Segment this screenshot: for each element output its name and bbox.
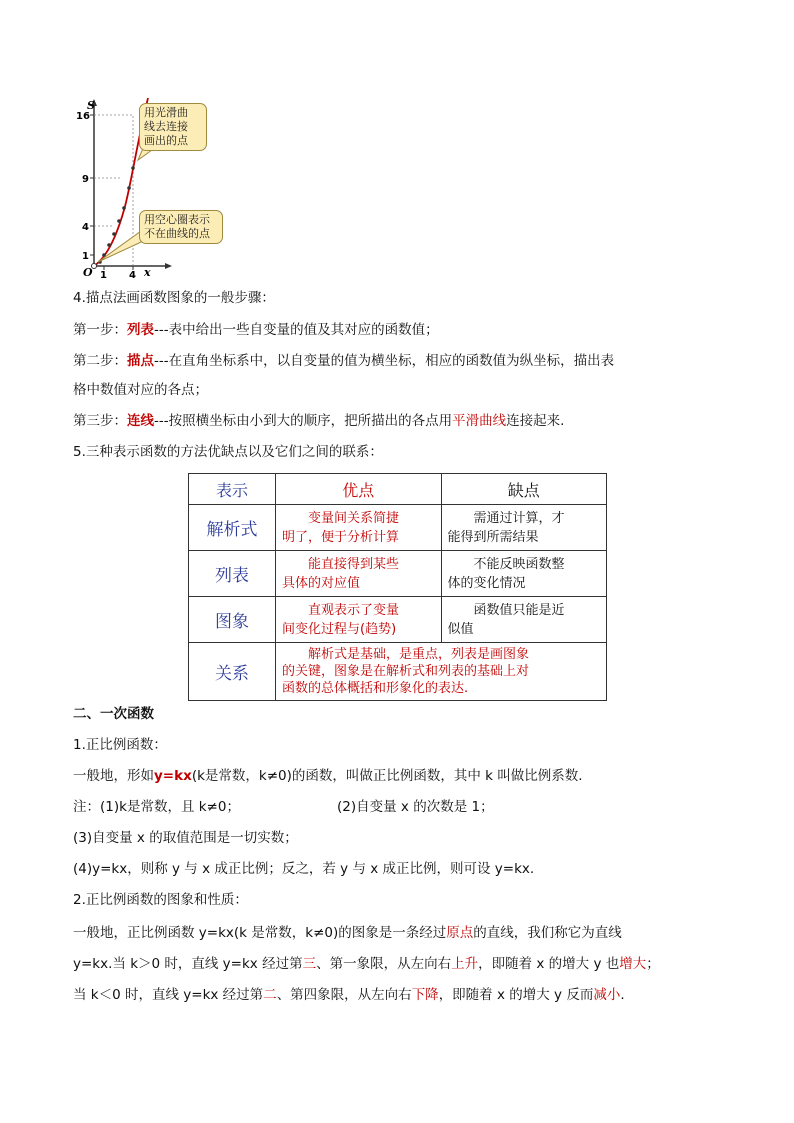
y-tick-label-9: 9 (82, 174, 89, 185)
y-tick-label-16: 16 (76, 111, 90, 122)
cell-line: 明了，便于分析计算 (282, 529, 400, 545)
keyword: 减小 (593, 987, 621, 1003)
table-row-relation (189, 643, 607, 701)
cell-line: 变量间关系简捷 (308, 510, 400, 526)
definition-line (73, 765, 583, 787)
property-line-2 (73, 953, 660, 975)
note-line-4: (4)y=kx，则称 y 与 x 成正比例；反之，若 y 与 x 成正比例，则可设 y=kx. (73, 861, 535, 877)
subsection-1-title: 1.正比例函数： (73, 737, 167, 753)
step-keyword: 列表 (127, 322, 154, 338)
keyword: 二 (263, 987, 277, 1003)
cell-line: 能得到所需结果 (447, 529, 539, 545)
callout-smooth-curve (139, 103, 207, 151)
keyword: 下降 (411, 987, 439, 1003)
row-label: 解析式 (189, 505, 276, 551)
x-axis-label: x (144, 266, 151, 279)
text: 的直线，我们称它为直线 (473, 925, 622, 941)
plot-point (131, 166, 135, 170)
table-header: 优点 (276, 474, 442, 505)
cell-line: 不能反映函数整 (473, 556, 565, 572)
section-5-title: 5.三种表示函数的方法优缺点以及它们之间的联系： (73, 444, 383, 460)
text: 一般地，正比例函数 y=kx(k 是常数，k≠0)的图象是一条经过 (73, 925, 447, 941)
formula-keyword: y=kx (154, 768, 192, 784)
cell-line: 间变化过程与(趋势) (282, 621, 397, 637)
callout-hollow-circle (139, 210, 223, 244)
row-label: 关系 (189, 643, 276, 701)
step-1 (73, 319, 439, 341)
text: 当 k＜0 时，直线 y=kx 经过第 (73, 987, 264, 1003)
part-2-heading: 二、一次函数 (73, 706, 154, 722)
pro-cell (276, 597, 442, 643)
callout-line: 画出的点 (144, 134, 188, 147)
cell-line: 能直接得到某些 (308, 556, 400, 572)
text: ，即随着 x 的增大 y 也 (478, 956, 620, 972)
cell-line: 直观表示了变量 (308, 602, 400, 618)
cell-line: 函数的总体概括和形象化的表达. (282, 681, 469, 696)
keyword: 上升 (451, 956, 479, 972)
text: 、第一象限，从左向右 (316, 956, 452, 972)
table-row (189, 597, 607, 643)
row-label: 图象 (189, 597, 276, 643)
pro-cell (276, 551, 442, 597)
plot-point (122, 206, 126, 210)
x-tick-label-4: 4 (129, 270, 136, 280)
text: ，即随着 x 的增大 y 反而 (438, 987, 594, 1003)
plot-point (117, 219, 121, 223)
table-row (189, 551, 607, 597)
note-line-1 (73, 796, 494, 818)
row-label: 列表 (189, 551, 276, 597)
step-3 (73, 410, 564, 432)
cell-line: 体的变化情况 (447, 575, 526, 591)
graph-figure (76, 98, 276, 280)
x-tick-label-1: 1 (100, 270, 107, 280)
table-header-row (189, 474, 607, 505)
con-cell (441, 551, 607, 597)
cell-line: 具体的对应值 (282, 575, 361, 591)
property-line-3 (73, 984, 625, 1006)
table-header: 表示 (189, 474, 276, 505)
callout-line: 线去连接 (144, 120, 188, 133)
step-text: ---表中给出一些自变量的值及其对应的函数值； (154, 322, 439, 338)
table-header: 缺点 (441, 474, 607, 505)
callout-line: 用光滑曲 (144, 106, 188, 119)
step-text: 连接起来. (506, 413, 565, 429)
con-cell (441, 597, 607, 643)
y-tick-label-4: 4 (82, 222, 89, 233)
note-item: 注：(1)k是常数，且 k≠0； (73, 799, 240, 815)
step-2-continued: 格中数值对应的各点； (73, 382, 208, 398)
plot-point (127, 186, 131, 190)
text: 、第四象限，从左向右 (276, 987, 412, 1003)
text: (k是常数，k≠0)的函数，叫做正比例函数，其中 k 叫做比例系数. (191, 768, 583, 784)
step-keyword: 连线 (127, 413, 154, 429)
origin-label: O (83, 266, 93, 279)
con-cell (441, 505, 607, 551)
step-prefix: 第一步： (73, 322, 127, 338)
cell-line: 的关键，图象是在解析式和列表的基础上对 (282, 664, 530, 679)
cell-line: 需通过计算，才 (473, 510, 565, 526)
note-item: (2)自变量 x 的次数是 1； (337, 799, 494, 815)
property-line-1 (73, 922, 622, 944)
table-row (189, 505, 607, 551)
cell-line: 函数值只能是近 (473, 602, 565, 618)
text: y=kx.当 k＞0 时，直线 y=kx 经过第 (73, 956, 303, 972)
text: 一般地，形如 (73, 768, 154, 784)
keyword: 三 (302, 956, 317, 972)
step-keyword-secondary: 平滑曲线 (452, 413, 507, 429)
keyword: 原点 (446, 925, 474, 941)
pro-cell (276, 505, 442, 551)
step-prefix: 第二步： (73, 353, 127, 369)
callout-line: 不在曲线的点 (144, 227, 210, 240)
plot-point (107, 243, 111, 247)
cell-line: 似值 (447, 621, 474, 637)
step-text: ---按照横坐标由小到大的顺序，把所描出的各点用 (154, 413, 453, 429)
section-4-title: 4.描点法画函数图象的一般步骤： (73, 290, 275, 306)
cell-line: 解析式是基础，是重点，列表是画图象 (308, 647, 530, 662)
text: ； (646, 956, 660, 972)
text: . (620, 987, 625, 1003)
subsection-2-title: 2.正比例函数的图象和性质： (73, 892, 248, 908)
note-line-3: (3)自变量 x 的取值范围是一切实数； (73, 830, 298, 846)
callout-line: 用空心圈表示 (144, 213, 210, 226)
plot-point (112, 232, 116, 236)
step-prefix: 第三步： (73, 413, 127, 429)
comparison-table (188, 473, 607, 701)
relation-cell (276, 643, 607, 701)
step-2 (73, 350, 614, 372)
y-axis-label: S (87, 99, 95, 112)
step-keyword: 描点 (127, 353, 154, 369)
y-tick-label-1: 1 (82, 251, 89, 262)
keyword: 增大 (619, 956, 647, 972)
step-text: ---在直角坐标系中，以自变量的值为横坐标，相应的函数值为纵坐标，描出表 (154, 353, 615, 369)
x-axis-arrow-icon (165, 263, 172, 269)
